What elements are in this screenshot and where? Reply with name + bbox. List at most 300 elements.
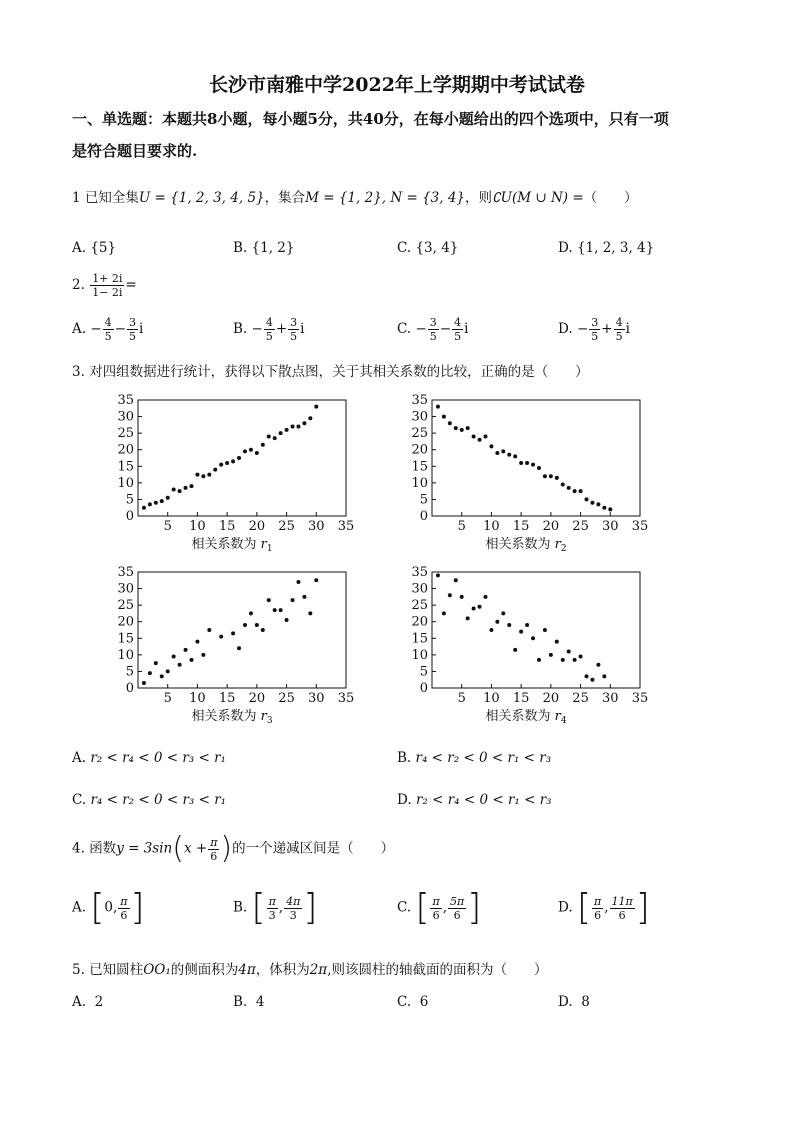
data-point bbox=[531, 463, 535, 467]
option-text: r₂ < r₄ < 0 < r₁ < r₃ bbox=[415, 792, 552, 808]
denominator: 5 bbox=[265, 330, 273, 343]
option-label: A. bbox=[72, 899, 87, 916]
numerator: 4 bbox=[454, 316, 462, 329]
question-3 bbox=[72, 360, 589, 380]
q5-option-d[interactable] bbox=[558, 994, 590, 1010]
plot-caption: 相关系数为 $r_1$ bbox=[191, 537, 273, 554]
data-point bbox=[454, 426, 458, 430]
y-tick-label: 0 bbox=[125, 509, 134, 524]
x-tick-label: 30 bbox=[602, 519, 619, 534]
plot-frame bbox=[432, 400, 640, 516]
y-tick-label: 0 bbox=[125, 681, 134, 696]
data-point bbox=[472, 434, 476, 438]
data-point bbox=[291, 598, 295, 602]
y-tick-label: 20 bbox=[411, 614, 428, 630]
denominator: 6 bbox=[210, 849, 218, 863]
right-paren: ) bbox=[220, 831, 233, 866]
data-point bbox=[267, 598, 271, 602]
data-point bbox=[483, 434, 487, 438]
y-tick-label: 25 bbox=[117, 598, 134, 614]
y-tick-label: 30 bbox=[117, 409, 134, 425]
x-tick-label: 25 bbox=[278, 519, 295, 534]
data-point bbox=[561, 658, 565, 662]
x-tick-label: 15 bbox=[512, 519, 530, 534]
data-point bbox=[261, 628, 265, 632]
y-tick-label: 30 bbox=[411, 581, 428, 597]
denominator: 6 bbox=[432, 908, 440, 922]
sign: − bbox=[90, 321, 102, 337]
interval-left bbox=[267, 895, 278, 922]
right-bracket: ] bbox=[467, 887, 482, 928]
x-tick-label: 25 bbox=[278, 691, 295, 706]
data-point bbox=[237, 456, 241, 460]
data-point bbox=[255, 451, 259, 455]
data-point bbox=[501, 611, 505, 615]
y-tick-label: 35 bbox=[411, 565, 428, 580]
data-point bbox=[537, 466, 541, 470]
data-point bbox=[219, 463, 223, 467]
numerator: π bbox=[593, 894, 602, 908]
option-text: 6 bbox=[419, 994, 429, 1010]
numerator: 11π bbox=[611, 894, 633, 908]
data-point bbox=[142, 506, 146, 510]
question-1 bbox=[72, 186, 638, 206]
data-point bbox=[525, 461, 529, 465]
data-point bbox=[195, 640, 199, 644]
data-point bbox=[178, 663, 182, 667]
data-point bbox=[448, 421, 452, 425]
denominator: 6 bbox=[618, 908, 626, 922]
data-point bbox=[531, 636, 535, 640]
data-point bbox=[255, 623, 259, 627]
option-label: B. bbox=[233, 240, 248, 256]
data-point bbox=[201, 653, 205, 657]
data-point bbox=[166, 669, 170, 673]
q5-number: 5. bbox=[72, 962, 85, 978]
q2-fraction bbox=[90, 272, 124, 299]
denominator: 6 bbox=[120, 908, 128, 922]
x-tick-label: 10 bbox=[483, 691, 500, 706]
sign: − bbox=[251, 321, 263, 337]
data-point bbox=[302, 595, 306, 599]
data-point bbox=[579, 489, 583, 493]
section-header-line1: 一、单选题：本题共8小题，每小题5分，共40分，在每小题给出的四个选项中，只有一项 bbox=[72, 110, 669, 128]
option-label: D. bbox=[397, 792, 412, 808]
y-tick-label: 20 bbox=[117, 442, 134, 458]
data-point bbox=[495, 451, 499, 455]
option-text: {3, 4} bbox=[415, 240, 459, 256]
data-point bbox=[555, 476, 559, 480]
pi-over-six bbox=[208, 836, 219, 863]
data-point bbox=[231, 631, 235, 635]
x-tick-label: 20 bbox=[248, 519, 266, 534]
fraction bbox=[127, 316, 138, 343]
q3-option-a[interactable] bbox=[72, 750, 226, 766]
data-point bbox=[243, 449, 247, 453]
left-bracket: [ bbox=[251, 887, 266, 928]
data-point bbox=[513, 648, 517, 652]
denominator: 5 bbox=[104, 330, 112, 343]
data-point bbox=[207, 628, 211, 632]
x-tick-label: 15 bbox=[512, 691, 530, 706]
x-tick-label: 15 bbox=[218, 519, 236, 534]
data-point bbox=[567, 650, 571, 654]
data-point bbox=[243, 623, 247, 627]
data-point bbox=[279, 431, 283, 435]
q1-option-a[interactable] bbox=[72, 240, 116, 256]
x-tick-label: 35 bbox=[631, 519, 649, 534]
data-point bbox=[466, 426, 470, 430]
q2-equals: = bbox=[125, 277, 137, 293]
data-point bbox=[513, 454, 517, 458]
data-point bbox=[267, 434, 271, 438]
data-point bbox=[166, 496, 170, 500]
imag-unit: i bbox=[300, 321, 305, 337]
data-point bbox=[249, 448, 253, 452]
y-tick-label: 30 bbox=[117, 581, 134, 597]
data-point bbox=[537, 658, 541, 662]
data-point bbox=[489, 628, 493, 632]
numerator: 5π bbox=[450, 894, 465, 908]
sign: − bbox=[439, 321, 452, 337]
numerator: 3 bbox=[290, 316, 298, 329]
q4-option-b[interactable]: B. [ $\frac{\pi}{3}$ , $\frac{4\pi}{3}$ ] bbox=[233, 887, 318, 928]
numerator: 4 bbox=[615, 316, 623, 329]
denominator: 5 bbox=[615, 330, 623, 343]
sign: + bbox=[275, 321, 288, 337]
data-point bbox=[602, 674, 606, 678]
y-tick-label: 5 bbox=[419, 492, 428, 508]
option-label: C. bbox=[397, 899, 412, 916]
data-point bbox=[448, 593, 452, 597]
data-point bbox=[160, 499, 164, 503]
data-point bbox=[436, 405, 440, 409]
x-tick-label: 20 bbox=[248, 691, 266, 706]
x-tick-label: 20 bbox=[542, 691, 560, 706]
sign: − bbox=[415, 321, 427, 337]
section-header-line2: 是符合题目要求的. bbox=[72, 142, 198, 160]
y-tick-label: 15 bbox=[411, 459, 428, 475]
x-tick-label: 5 bbox=[163, 519, 172, 534]
data-point bbox=[585, 674, 589, 678]
q2-option-a[interactable] bbox=[72, 316, 143, 343]
denominator: 5 bbox=[591, 330, 599, 343]
interval-right bbox=[610, 895, 635, 922]
data-point bbox=[519, 461, 523, 465]
interval-left bbox=[592, 895, 603, 922]
data-point bbox=[590, 501, 594, 505]
data-point bbox=[442, 415, 446, 419]
data-point bbox=[296, 425, 300, 429]
y-tick-label: 10 bbox=[411, 475, 428, 491]
q2-option-b[interactable] bbox=[233, 316, 304, 343]
option-label: C. bbox=[397, 240, 412, 256]
interval-right bbox=[448, 895, 466, 922]
q1-number: 1 bbox=[72, 190, 81, 206]
q4-option-c[interactable]: C. [ $\frac{\pi}{6}$ , $\frac{5\pi}{6}$ ] bbox=[397, 887, 482, 928]
question-2 bbox=[72, 272, 137, 299]
y-tick-label: 15 bbox=[411, 631, 428, 647]
left-paren: ( bbox=[172, 831, 184, 866]
q2-denominator: 1− 2i bbox=[92, 286, 123, 299]
q3-option-b[interactable] bbox=[397, 750, 551, 766]
data-point bbox=[602, 506, 606, 510]
data-point bbox=[549, 653, 553, 657]
data-point bbox=[184, 648, 188, 652]
option-label: A. bbox=[72, 321, 87, 337]
q5-option-b[interactable] bbox=[233, 994, 264, 1010]
right-bracket: ] bbox=[635, 887, 650, 928]
data-point bbox=[308, 611, 312, 615]
question-4 bbox=[72, 831, 395, 866]
data-point bbox=[148, 502, 152, 506]
q4-suffix: 的一个递减区间是（ ） bbox=[232, 840, 395, 857]
data-point bbox=[561, 483, 565, 487]
data-point bbox=[291, 425, 295, 429]
option-label: B. bbox=[397, 750, 412, 766]
left-bracket: [ bbox=[415, 887, 430, 928]
x-tick-label: 5 bbox=[163, 691, 172, 706]
data-point bbox=[154, 661, 158, 665]
option-label: A. bbox=[72, 994, 87, 1010]
y-tick-label: 25 bbox=[411, 426, 428, 442]
y-tick-label: 25 bbox=[117, 426, 134, 442]
denominator: 5 bbox=[454, 330, 462, 343]
x-tick-label: 25 bbox=[572, 691, 589, 706]
data-point bbox=[495, 620, 499, 624]
q1-option-d[interactable] bbox=[558, 240, 654, 256]
y-tick-label: 25 bbox=[411, 598, 428, 614]
x-tick-label: 30 bbox=[308, 519, 325, 534]
y-tick-label: 20 bbox=[411, 442, 428, 458]
data-point bbox=[608, 507, 612, 511]
y-tick-label: 35 bbox=[117, 565, 134, 580]
q5-text-4: ,则该圆柱的轴截面的面积为（ ） bbox=[327, 962, 548, 978]
data-point bbox=[442, 611, 446, 615]
option-text: 8 bbox=[581, 994, 590, 1010]
data-point bbox=[142, 681, 146, 685]
denominator: 5 bbox=[128, 330, 136, 343]
data-point bbox=[519, 630, 523, 634]
option-text: r₂ < r₄ < 0 < r₃ < r₁ bbox=[90, 750, 226, 766]
x-tick-label: 20 bbox=[542, 519, 560, 534]
data-point bbox=[596, 502, 600, 506]
numerator: 4 bbox=[104, 316, 112, 329]
q3-number: 3. bbox=[72, 364, 85, 380]
data-point bbox=[314, 578, 318, 582]
data-point bbox=[302, 421, 306, 425]
q4-option-a[interactable]: A. [0, $\frac{\pi}{6}$ ] bbox=[72, 887, 145, 928]
option-label: D. bbox=[558, 899, 573, 916]
option-label: C. bbox=[397, 994, 412, 1010]
q4-prefix: 函数 bbox=[89, 840, 117, 857]
data-point bbox=[579, 655, 583, 659]
data-point bbox=[478, 605, 482, 609]
option-label: B. bbox=[233, 321, 248, 337]
q5-cylinder-name: OO₁ bbox=[143, 962, 171, 978]
q1-mid2: ，则 bbox=[465, 190, 493, 206]
numerator: 3 bbox=[591, 316, 599, 329]
option-label: A. bbox=[72, 240, 87, 256]
option-label: D. bbox=[558, 321, 573, 337]
data-point bbox=[273, 436, 277, 440]
data-point bbox=[466, 616, 470, 620]
right-bracket: ] bbox=[303, 887, 318, 928]
y-tick-label: 5 bbox=[125, 492, 134, 508]
data-point bbox=[189, 658, 193, 662]
option-label: C. bbox=[72, 792, 87, 808]
numerator: π bbox=[210, 835, 218, 849]
q4-function: y = 3sin bbox=[116, 840, 173, 857]
q5-option-a[interactable] bbox=[72, 994, 103, 1010]
data-point bbox=[567, 486, 571, 490]
option-text: {5} bbox=[90, 240, 117, 256]
data-point bbox=[296, 580, 300, 584]
sign: − bbox=[114, 321, 126, 337]
numerator: π bbox=[432, 894, 440, 908]
data-point bbox=[314, 405, 318, 409]
q3-option-d[interactable] bbox=[397, 792, 552, 808]
y-tick-label: 5 bbox=[419, 664, 428, 680]
x-tick-label: 35 bbox=[337, 519, 355, 534]
page-title: 长沙市南雅中学2022年上学期期中考试试卷 bbox=[209, 74, 585, 96]
denominator: 5 bbox=[429, 330, 437, 343]
q4-inner: x + bbox=[183, 840, 208, 857]
denominator: 3 bbox=[268, 908, 276, 922]
data-point bbox=[590, 678, 594, 682]
data-point bbox=[555, 640, 559, 644]
data-point bbox=[261, 443, 265, 447]
q2-option-d[interactable] bbox=[558, 316, 630, 343]
data-point bbox=[478, 438, 482, 442]
y-tick-label: 5 bbox=[125, 664, 134, 680]
x-tick-label: 10 bbox=[483, 519, 500, 534]
plot-frame bbox=[432, 572, 640, 688]
data-point bbox=[219, 635, 223, 639]
q5-text-1: 已知圆柱 bbox=[89, 962, 144, 978]
numerator: π bbox=[120, 894, 128, 908]
q2-numerator: 1+ 2i bbox=[92, 272, 123, 285]
q2-option-c[interactable] bbox=[397, 316, 468, 343]
data-point bbox=[525, 623, 529, 627]
data-point bbox=[507, 623, 511, 627]
data-point bbox=[273, 608, 277, 612]
x-tick-label: 10 bbox=[189, 691, 206, 706]
plot-caption: 相关系数为 $r_4$ bbox=[485, 709, 567, 726]
imag-unit: i bbox=[464, 321, 469, 337]
x-tick-label: 10 bbox=[189, 519, 206, 534]
x-tick-label: 30 bbox=[308, 691, 325, 706]
q5-volume: 2π bbox=[309, 962, 328, 978]
data-point bbox=[543, 474, 547, 478]
plot-caption: 相关系数为 $r_2$ bbox=[485, 537, 567, 554]
x-tick-label: 30 bbox=[602, 691, 619, 706]
y-tick-label: 10 bbox=[411, 647, 428, 663]
q1-prefix: 已知全集 bbox=[84, 190, 139, 206]
data-point bbox=[454, 578, 458, 582]
data-point bbox=[460, 428, 464, 432]
option-label: D. bbox=[558, 994, 573, 1010]
y-tick-label: 30 bbox=[411, 409, 428, 425]
x-tick-label: 25 bbox=[572, 519, 589, 534]
x-tick-label: 5 bbox=[457, 519, 466, 534]
left-bracket: [ bbox=[576, 887, 591, 928]
interval-left bbox=[430, 895, 441, 922]
q5-option-c[interactable] bbox=[397, 994, 428, 1010]
data-point bbox=[160, 674, 164, 678]
scatter-plot-r1 bbox=[110, 392, 372, 560]
data-point bbox=[213, 468, 217, 472]
data-point bbox=[285, 618, 289, 622]
right-bracket: ] bbox=[130, 887, 145, 928]
data-point bbox=[189, 484, 193, 488]
data-point bbox=[489, 444, 493, 448]
option-label: B. bbox=[233, 899, 248, 916]
q1-option-c[interactable] bbox=[397, 240, 458, 256]
scatter-plot-r4 bbox=[404, 564, 666, 732]
fraction bbox=[103, 316, 114, 343]
data-point bbox=[543, 628, 547, 632]
y-tick-label: 20 bbox=[117, 614, 134, 630]
data-point bbox=[573, 658, 577, 662]
data-point bbox=[549, 474, 553, 478]
data-point bbox=[237, 646, 241, 650]
data-point bbox=[507, 453, 511, 457]
option-label: C. bbox=[397, 321, 412, 337]
data-point bbox=[279, 608, 283, 612]
fraction bbox=[614, 316, 625, 343]
x-tick-label: 15 bbox=[218, 691, 236, 706]
q4-option-d[interactable]: D. [ $\frac{\pi}{6}$ , $\frac{11\pi}{6}$ ] bbox=[558, 887, 650, 928]
interval-right bbox=[118, 895, 129, 922]
numerator: 4π bbox=[286, 894, 301, 908]
sign: + bbox=[601, 321, 613, 337]
y-tick-label: 0 bbox=[419, 681, 428, 696]
option-text: r₄ < r₂ < 0 < r₁ < r₃ bbox=[415, 750, 552, 766]
data-point bbox=[231, 459, 235, 463]
imag-unit: i bbox=[625, 321, 630, 337]
data-point bbox=[148, 671, 152, 675]
x-tick-label: 35 bbox=[631, 691, 649, 706]
question-5 bbox=[72, 958, 547, 978]
data-point bbox=[201, 474, 205, 478]
data-point bbox=[483, 595, 487, 599]
fraction bbox=[428, 316, 439, 343]
sign: − bbox=[576, 321, 589, 337]
left-bracket: [ bbox=[90, 887, 105, 928]
q3-option-c[interactable] bbox=[72, 792, 226, 808]
interval-left: 0 bbox=[104, 899, 113, 916]
scatter-plot-r2 bbox=[404, 392, 666, 560]
data-point bbox=[501, 449, 505, 453]
y-tick-label: 10 bbox=[117, 647, 134, 663]
denominator: 5 bbox=[290, 330, 298, 343]
data-point bbox=[184, 486, 188, 490]
numerator: π bbox=[268, 894, 276, 908]
data-point bbox=[178, 489, 182, 493]
data-point bbox=[436, 573, 440, 577]
option-text: 2 bbox=[94, 994, 104, 1010]
q1-option-b[interactable] bbox=[233, 240, 294, 256]
y-tick-label: 0 bbox=[419, 509, 428, 524]
x-tick-label: 5 bbox=[457, 691, 466, 706]
q1-universal-set: U = {1, 2, 3, 4, 5} bbox=[138, 190, 265, 206]
data-point bbox=[249, 611, 253, 615]
data-point bbox=[225, 461, 229, 465]
q3-text: 对四组数据进行统计，获得以下散点图，关于其相关系数的比较，正确的是（ ） bbox=[89, 364, 589, 380]
fraction bbox=[452, 316, 463, 343]
denominator: 6 bbox=[453, 908, 461, 922]
